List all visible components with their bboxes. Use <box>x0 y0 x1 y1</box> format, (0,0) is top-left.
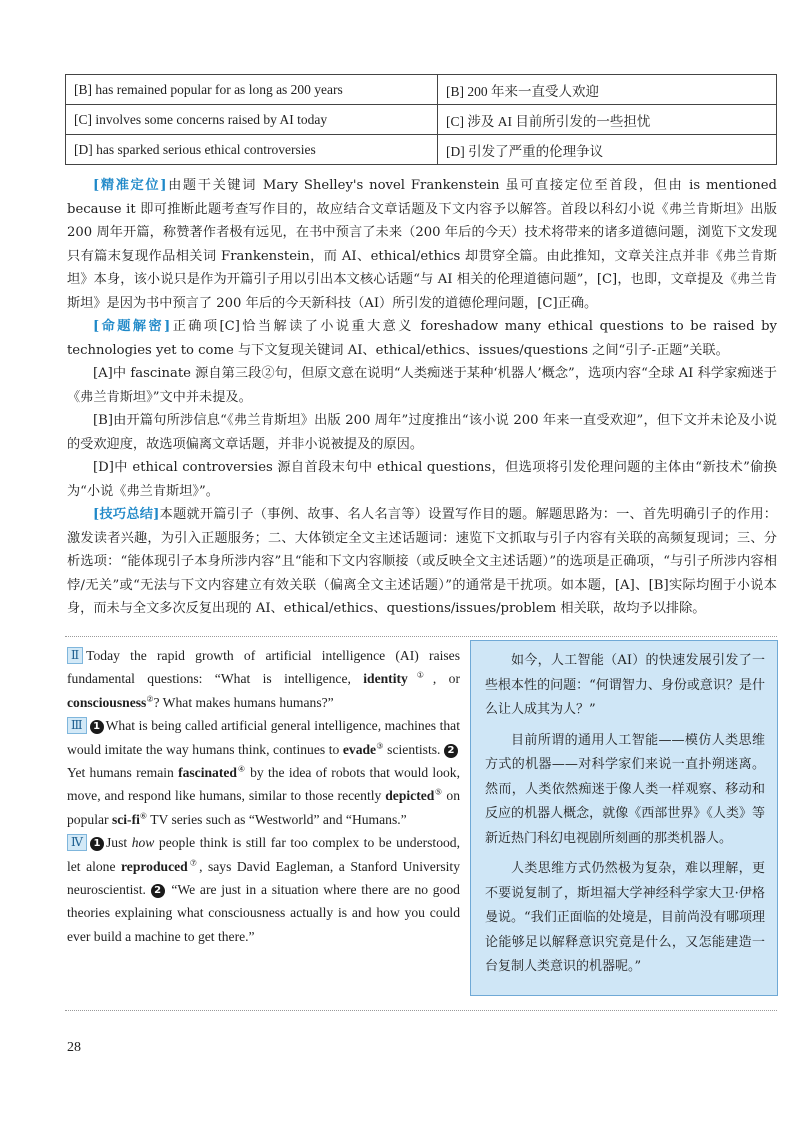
article-paragraph-3 <box>67 714 460 831</box>
paragraph-marker-4: Ⅳ <box>67 834 87 851</box>
p4-text-2: people think is still far too complex to be understood, let alone <box>67 835 460 874</box>
skill-summary-text: 本题就开篇引子（事例、故事、名人名言等）设置写作目的题。解题思路为：一、首先明确引子的作用：激发读者兴趣，为引入正题服务；二、大体锁定全文主述话题词：速览下文抓取与引子内容有关联的高频复现词；三、分析选项：“能体现引子本身所涉内容”且“能和下文内容顺接（或反映全文主述话题）”的选项是正确项，“与引子所涉内容相悖/无关”或“无法与下文内容建立有效关联（偏离全文主述话题）”的通常是干扰项。如本题，[A]、[B]实际均囿于小说本身，而未与全文多次反复出现的 AI、ethical/ethics、questions/issues/problem 相关联，故均予以排除。 <box>67 507 777 616</box>
note-2: ② <box>146 694 154 704</box>
note-3: ③ <box>376 741 384 751</box>
decode-tag: [命题解密] <box>93 319 171 334</box>
option-b-analysis: [B]由开篇句所涉信息“《弗兰肯斯坦》出版 200 周年”过度推出“该小说 200 年来一直受欢迎”，但下文并未论及小说的受欢迎度，故选项偏离文章话题，并非小说被提及的原因。 <box>67 413 777 452</box>
keyword-fascinated: fascinated <box>178 765 237 781</box>
top-divider <box>65 636 777 637</box>
options-table <box>65 74 777 165</box>
skill-summary-tag: [技巧总结] <box>93 507 160 522</box>
keyword-sci-fi: sci-fi <box>111 811 140 827</box>
translation-paragraph-4: 人类思维方式仍然极为复杂，难以理解，更不要说复制了，斯坦福大学神经科学家大卫·伊格曼说。“我们正面临的处境是，目前尚没有哪项理论能够足以解释意识究竟是什么，又怎能建造一台复制人类意识的机器呢。” <box>485 861 765 974</box>
skill-summary-paragraph <box>67 503 777 621</box>
translation-box <box>470 640 778 996</box>
option-d-en: [D] has sparked serious ethical controversies <box>66 135 438 165</box>
decode-text: 正确项[C]恰当解读了小说重大意义 foreshadow many ethical questions to be raised by technologies yet to come 与下文复现关键词 AI、ethical/ethics、issues/questions 之间“引子-正题”关联。 <box>67 319 778 358</box>
precise-locate-paragraph <box>67 174 777 315</box>
p3-text-3: Yet humans remain <box>67 765 179 781</box>
p4-text-1: Just <box>106 835 132 851</box>
sentence-number-2: 2 <box>444 744 458 758</box>
keyword-evade: evade <box>342 741 377 757</box>
paragraph-marker-2: Ⅱ <box>67 647 83 664</box>
keyword-consciousness: consciousness <box>67 694 147 710</box>
p4-text-4: “We are just in a situation where there are no good theories explaining what consciousness actually is and how you could ever build a machine to get there.” <box>67 882 460 944</box>
article-paragraph-2 <box>67 644 460 714</box>
p3-text-1: What is being called artificial general intelligence, machines that would imitate the way humans think, continues to <box>67 718 460 757</box>
p3-text-6: TV series such as “Westworld” and “Humans.” <box>147 811 407 827</box>
precise-locate-tag: [精准定位] <box>93 178 167 193</box>
note-5: ⑤ <box>434 787 443 797</box>
p3-text-4: by the idea of robots that would look, move, and respond like humans, similar to those recently <box>67 765 460 804</box>
decode-paragraph <box>67 315 777 362</box>
note-4: ④ <box>236 764 246 774</box>
paragraph-marker-3: Ⅲ <box>67 717 87 734</box>
translation-paragraph-2: 如今，人工智能（AI）的快速发展引发了一些根本性的问题：“何谓智力、身份或意识？是什么让人成其为人？” <box>485 653 765 717</box>
option-b-cn: [B] 200 年来一直受人欢迎 <box>438 75 777 105</box>
option-row-d <box>66 135 777 165</box>
keyword-identity: identity <box>363 671 408 687</box>
option-d-cn: [D] 引发了严重的伦理争议 <box>438 135 777 165</box>
p3-text-2: scientists. <box>383 741 444 757</box>
italic-how: how <box>131 835 155 851</box>
option-c-en: [C] involves some concerns raised by AI today <box>66 105 438 135</box>
option-b-en: [B] has remained popular for as long as 200 years <box>66 75 438 105</box>
article-paragraph-4 <box>67 831 460 948</box>
keyword-reproduced: reproduced <box>121 858 188 874</box>
note-6: ⑥ <box>139 811 148 821</box>
page-number: 28 <box>67 1040 81 1055</box>
bottom-divider <box>65 1010 777 1011</box>
p4-text-3: , says David Eagleman, a Stanford University neuroscientist. <box>67 858 461 898</box>
option-c-cn: [C] 涉及 AI 目前所引发的一些担忧 <box>438 105 777 135</box>
option-d-analysis: [D]中 ethical controversies 源自首段末句中 ethical questions，但选项将引发伦理问题的主体由“新技术”偷换为“小说《弗兰肯斯坦》”。 <box>67 460 777 499</box>
option-row-b <box>66 75 777 105</box>
article-body <box>67 644 460 948</box>
analysis-section <box>67 174 777 621</box>
p2-text-2: , or <box>432 671 461 687</box>
note-7: ⑦ <box>187 858 200 868</box>
sentence-number-1b: 1 <box>90 837 104 851</box>
option-a-analysis: [A]中 fascinate 源自第三段②句，但原文意在说明“人类痴迷于某种‘机器人’概念”，选项内容“全球 AI 科学家痴迷于《弗兰肯斯坦》”文中并未提及。 <box>67 366 777 405</box>
sentence-number-1: 1 <box>90 720 104 734</box>
p3-text-5: on popular <box>67 788 461 827</box>
p2-text-3: ? What makes humans humans?” <box>153 694 334 710</box>
keyword-depicted: depicted <box>385 788 435 804</box>
translation-paragraph-3: 目前所谓的通用人工智能——模仿人类思维方式的机器——对科学家们来说一直扑朔迷离。然而，人类依然痴迷于像人类一样观察、移动和反应的机器人概念，就像《西部世界》《人类》等新近热门科幻电视剧所刻画的那类机器人。 <box>485 732 765 846</box>
p2-text-1: Today the rapid growth of artificial intelligence (AI) raises fundamental questions: “What is intelligence, <box>67 648 460 687</box>
note-1: ① <box>407 670 433 680</box>
precise-locate-text: 由题干关键词 Mary Shelley's novel Frankenstein 虽可直接定位至首段，但由 is mentioned because it 即可推断此题考查写作目的，故应结合文章话题及下文内容予以解答。首段以科幻小说《弗兰肯斯坦》出版 200 周年开篇，称赞著作者极有远见，在书中预言了未来（200 年后的今天）技术将带来的诸多道德问题，浏览下文发现只有篇末复现作品相关词 Frankenstein，而 AI、ethical/ethics 却贯穿全篇。由此推知，文章关注点并非《弗兰肯斯坦》本身，该小说只是作为开篇引子用以引出本文核心话题“与 AI 相关的伦理道德问题”，[C]，也即，文章提及《弗兰肯斯坦》是因为书中预言了 200 年后的今天新科技（AI）所引发的道德伦理问题，[C]正确。 <box>67 178 777 311</box>
option-row-c <box>66 105 777 135</box>
sentence-number-2b: 2 <box>151 884 165 898</box>
